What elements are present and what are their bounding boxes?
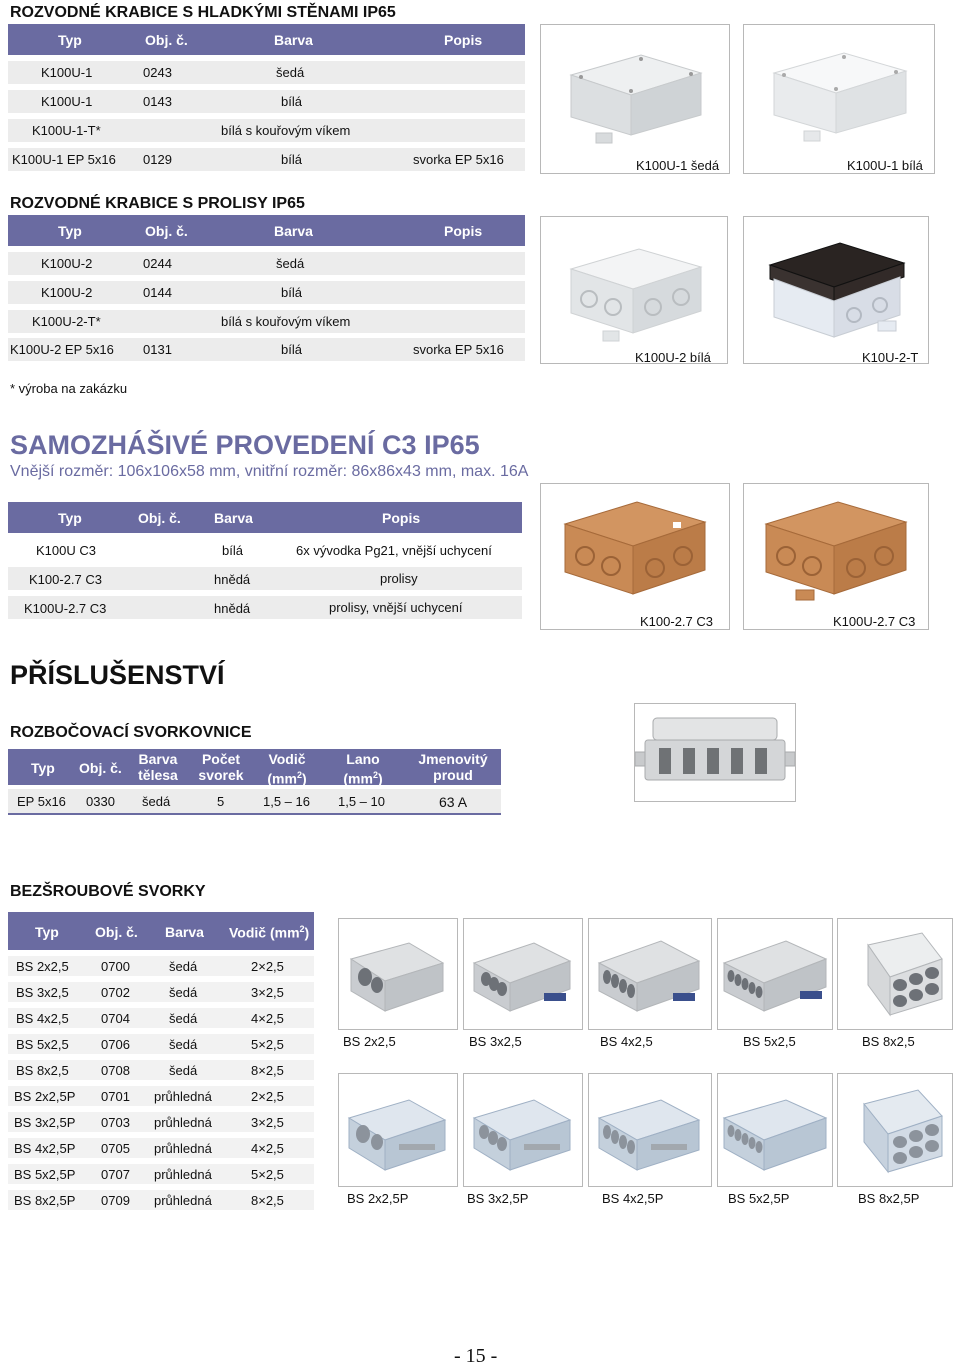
table-row: K100-2.7 C3 hnědá prolisy [8, 567, 522, 590]
table-row: K100U-2.7 C3 hnědá prolisy, vnější uchycení [8, 596, 522, 619]
section-subtitle-dimensions: Vnější rozměr: 106x106x58 mm, vnitřní rozměr: 86x86x43 mm, max. 16A [10, 463, 529, 480]
section-title-c3: SAMOZHÁŠIVÉ PROVEDENÍ C3 IP65 [10, 430, 480, 460]
caption: K100U-1 bílá [847, 158, 923, 173]
table-row: K100U-1-T* bílá s kouřovým víkem [8, 119, 525, 142]
table-row: BS 3x2,5 0702 šedá 3×2,5 [8, 982, 314, 1003]
table-header: Typ Obj. č. Barva tělesa Počet svorek Vodič $(mm^2)$ Lano $(mm^2)$ Jmenovitý proud [8, 749, 501, 785]
table-row: K100U C3 bílá 6x vývodka Pg21, vnější uchycení [8, 539, 522, 562]
table-row: BS 4x2,5 0704 šedá 4×2,5 [8, 1008, 314, 1029]
table-row: BS 5x2,5P 0707 průhledná 5×2,5 [8, 1164, 314, 1185]
table-row: BS 3x2,5P 0703 průhledná 3×2,5 [8, 1112, 314, 1133]
col-barva: Barva [274, 32, 313, 48]
photo-bs-2x25p [338, 1073, 458, 1187]
col-typ: Typ [58, 32, 82, 48]
caption: BS 2x2,5 [343, 1034, 396, 1049]
section-title-screwless-clamps: BEZŠROUBOVÉ SVORKY [10, 883, 206, 900]
table-row: BS 8x2,5P 0709 průhledná 8×2,5 [8, 1190, 314, 1211]
table-header: Typ Obj. č. Barva Vodič $(mm^2)$ [8, 912, 314, 950]
caption: BS 4x2,5P [602, 1191, 664, 1206]
caption: BS 3x2,5P [467, 1191, 529, 1206]
section-title-smooth-boxes: ROZVODNÉ KRABICE S HLADKÝMI STĚNAMI IP65 [10, 4, 396, 21]
table-row: K100U-2 0144 bílá [8, 281, 525, 304]
photo-bs-3x25p [463, 1073, 583, 1187]
table-row: K100U-2 EP 5x16 0131 bílá svorka EP 5x16 [8, 338, 525, 361]
photo-bs-3x25 [463, 918, 583, 1030]
table-row: K100U-2 0244 šedá [8, 252, 525, 275]
table-row: BS 8x2,5 0708 šedá 8×2,5 [8, 1060, 314, 1081]
photo-k100u1-white [743, 24, 935, 174]
table-row: K100U-1 0243 šedá [8, 61, 525, 84]
caption: BS 3x2,5 [469, 1034, 522, 1049]
photo-bs-4x25p [588, 1073, 712, 1187]
caption: BS 5x2,5P [728, 1191, 790, 1206]
photo-k10u2-t [743, 216, 929, 364]
caption: BS 5x2,5 [743, 1034, 796, 1049]
table-row: K100U-1 EP 5x16 0129 bílá svorka EP 5x16 [8, 148, 525, 171]
caption: K100U-2 bílá [635, 350, 711, 365]
table-row: K100U-2-T* bílá s kouřovým víkem [8, 310, 525, 333]
caption: K100U-2.7 C3 [833, 614, 916, 629]
table-header [8, 24, 525, 55]
table-row: K100U-1 0143 bílá [8, 90, 525, 113]
table-row: BS 2x2,5P 0701 průhledná 2×2,5 [8, 1086, 314, 1107]
caption: BS 2x2,5P [347, 1191, 409, 1206]
section-title-embossed-boxes: ROZVODNÉ KRABICE S PROLISY IP65 [10, 195, 305, 212]
photo-bs-5x25p [717, 1073, 833, 1187]
table-row: BS 5x2,5 0706 šedá 5×2,5 [8, 1034, 314, 1055]
caption: BS 8x2,5P [858, 1191, 920, 1206]
footnote: * výroba na zakázku [10, 381, 128, 396]
caption: BS 8x2,5 [862, 1034, 915, 1049]
photo-k100u-27-c3 [743, 483, 929, 630]
col-popis: Popis [444, 32, 483, 48]
table-header: Typ Obj. č. Barva Popis [8, 502, 522, 533]
caption: K10U-2-T [862, 350, 919, 365]
table-row: BS 2x2,5 0700 šedá 2×2,5 [8, 956, 314, 977]
caption: K100-2.7 C3 [640, 614, 713, 629]
table-header: Typ Obj. č. Barva Popis [8, 215, 525, 246]
section-title-accessories: PŘÍSLUŠENSTVÍ [10, 660, 225, 690]
photo-bs-5x25 [717, 918, 833, 1030]
caption: K100U-1 šedá [636, 158, 720, 173]
photo-bs-4x25 [588, 918, 712, 1030]
col-obj: Obj. č. [145, 32, 188, 48]
table-row: BS 4x2,5P 0705 průhledná 4×2,5 [8, 1138, 314, 1159]
table-row: EP 5x16 0330 šedá 5 1,5 – 16 1,5 – 10 63 A [8, 789, 501, 815]
photo-k100u2-white [540, 216, 728, 364]
photo-k100-27-c3 [540, 483, 730, 630]
photo-bs-8x25 [837, 918, 953, 1030]
photo-terminal-block-ep5x16 [634, 703, 796, 802]
caption: BS 4x2,5 [600, 1034, 653, 1049]
photo-bs-8x25p [837, 1073, 953, 1187]
section-subtitle-terminal-block: ROZBOČOVACÍ SVORKOVNICE [10, 724, 252, 741]
photo-bs-2x25 [338, 918, 458, 1030]
page-number: - 15 - [454, 1345, 498, 1366]
photo-k100u1-grey [540, 24, 730, 174]
